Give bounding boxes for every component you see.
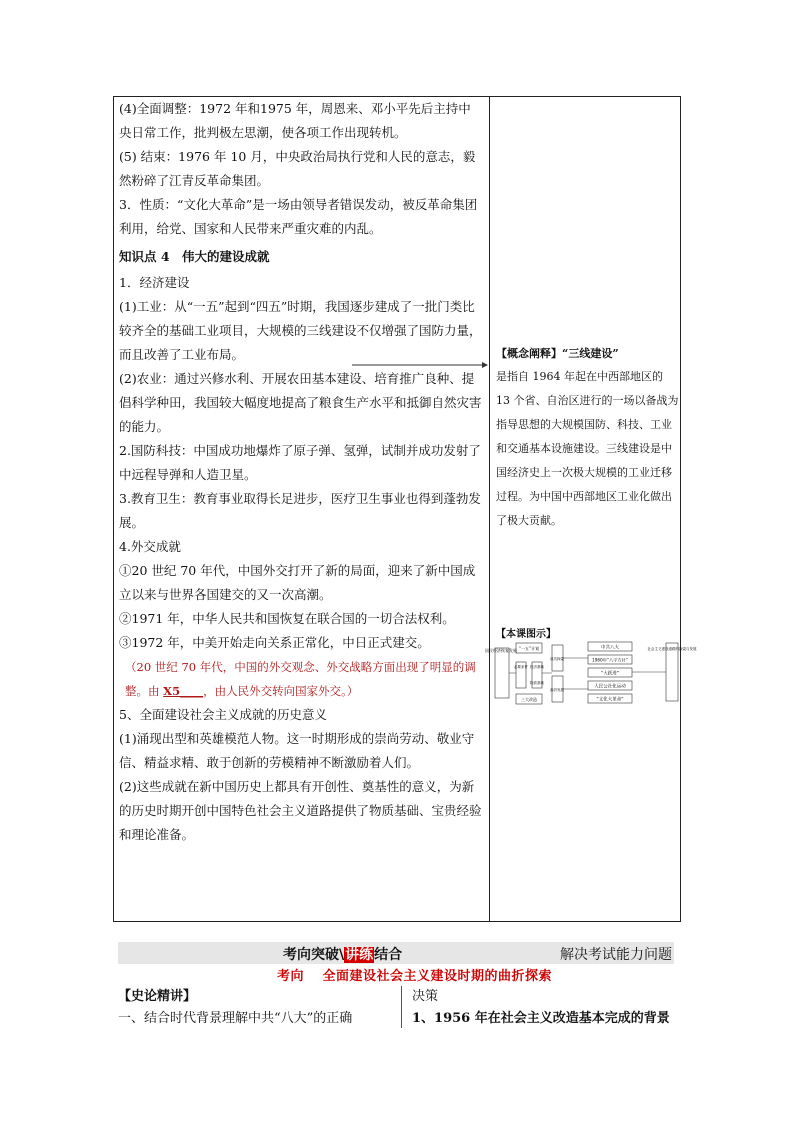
lower-right-column (412, 986, 682, 1030)
arrow-icon (352, 361, 488, 369)
diagram-label: 物质基础 (530, 681, 544, 685)
column-divider (489, 97, 490, 921)
content-table (113, 96, 697, 922)
banner-subtitle: 解决考试能力问题 (560, 947, 672, 963)
knowledge-point-heading: 知识点 4 伟大的建设成就 (119, 249, 270, 264)
diagram-label: 人民公社化运动 (594, 684, 626, 690)
lesson-diagram (485, 640, 697, 706)
diagram-label: 1960年“八字方针” (592, 657, 628, 663)
paragraph-diplomacy-1: ①20 世纪 70 年代，中国外交打开了新的局面，迎来了新中国成立以来与世界各国建交的又一次高潮。 (119, 563, 476, 602)
diagram-label: “大跃进” (600, 671, 620, 677)
paragraph-full-adjustment: (4)全面调整：1972 年和1975 年，周恩来、邓小平先后主持中央日常工作，批判极左思潮，使各项工作出现转机。 (119, 101, 471, 140)
diagram-label: 中共八大 (601, 645, 619, 651)
paragraph-significance-2: (2)这些成就在新中国历史上都具有开创性、奠基性的意义，为新的历史时期开创中国特色社会主义道路提供了物质基础、宝贵经验和理论准备。 (119, 779, 482, 842)
paragraph-end: (5) 结束：1976 年 10 月，中央政治局执行党和人民的意志，毅然粉碎了江青反革命集团。 (119, 149, 476, 188)
paragraph-diplomacy: 4.外交成就 (119, 539, 181, 554)
paragraph-industry: (1)工业：从“一五”起到“四五”时期，我国逐步建成了一批门类比较齐全的基础工业项目，大规模的三线建设不仅增强了国防力量，而且改善了工业布局。 (119, 299, 482, 362)
paragraph-agriculture: (2)农业：通过兴修水利、开展农田基本建设、培育推广良种、提倡科学种田，我国较大幅度地提高了粮食生产水平和抵御自然灾害的能力。 (119, 371, 482, 434)
lower-left-column (118, 986, 398, 1030)
paragraph-economic-construction: 1．经济建设 (119, 275, 190, 290)
banner-title-highlight: 讲练 (345, 947, 374, 963)
diagram-label: 曲折发展 (550, 688, 564, 692)
banner-title (283, 944, 402, 964)
section-banner (118, 942, 674, 964)
history-lecture-label: 【史论精讲】 (118, 989, 197, 1004)
paragraph-significance: 5、全面建设社会主义成就的历史意义 (119, 707, 327, 722)
diagram-label: 三大改造 (521, 697, 537, 702)
concept-body: 是指自 1964 年起在中西部地区的 13 个省、自治区进行的一场以备战为指导思想的大规模国防、科技、工业和交通基本设施建设。三线建设是中国经济史上一次极大规模的工业迁移过程。为中国中西部地区工业化做出了极大贡献。 (496, 370, 679, 527)
paragraph-education-health: 3.教育卫生：教育事业取得长足进步，医疗卫生事业也得到蓬勃发展。 (119, 491, 481, 530)
lower-right-text-1: 决策 (412, 989, 439, 1004)
paragraph-significance-1: (1)涌现出型和英雄模范人物。这一时期形成的崇尚劳动、敬业守信、精益求精、敢于创新的劳模精神不断激励着人们。 (119, 731, 475, 770)
paragraph-defense-tech: 2.国防科技：中国成功地爆炸了原子弹、氢弹，试制并成功发射了中远程导弹和人造卫星。 (119, 443, 481, 482)
lower-divider (401, 986, 402, 1028)
lower-right-text-2: 1、1956 年在社会主义改造基本完成的背景 (412, 1011, 670, 1026)
note-text-a: （20 世纪 70 年代，中国的外交观念、外交战略方面出现了明显的调整。由 (125, 660, 476, 698)
paragraph-diplomacy-2: ②1971 年，中华人民共和国恢复在联合国的一切合法权利。 (119, 611, 455, 626)
diagram-label: 成功探索 (550, 657, 564, 661)
diagram-label: 社会主义建设道路的探索与发展 (647, 647, 697, 651)
note-text-b: ，由人民外交转向国家外交。） (203, 684, 359, 698)
lower-left-text: 一、结合时代背景理解中共“八大”的正确 (118, 1011, 353, 1026)
figure-title: 【本课图示】 (496, 629, 556, 640)
diagram-label: 经济基础 (530, 665, 544, 669)
banner-title-a: 考向突破\ (283, 947, 345, 963)
diagram-label: 必要条件 (514, 665, 528, 669)
diagram-label: “一五”计划 (518, 646, 540, 651)
left-column (119, 97, 483, 847)
banner-title-b: 结合 (374, 947, 403, 963)
paragraph-diplomacy-3: ③1972 年，中美开始走向关系正常化，中日正式建交。 (119, 635, 430, 650)
fill-in-blank[interactable]: X5____ (163, 684, 204, 698)
diagram-label: “文化大革命” (596, 697, 624, 703)
paragraph-nature: 3．性质：“文化大革命”是一场由领导者错误发动，被反革命集团利用，给党、国家和人民带来严重灾难的内乱。 (119, 197, 478, 236)
concept-title: 【概念阐释】“三线建设” (496, 347, 619, 360)
diagram-label: 国民经济恢复发展 (485, 648, 517, 653)
exam-direction-title: 考向 全面建设社会主义建设时期的曲折探索 (277, 969, 553, 984)
teacher-note (125, 655, 483, 703)
